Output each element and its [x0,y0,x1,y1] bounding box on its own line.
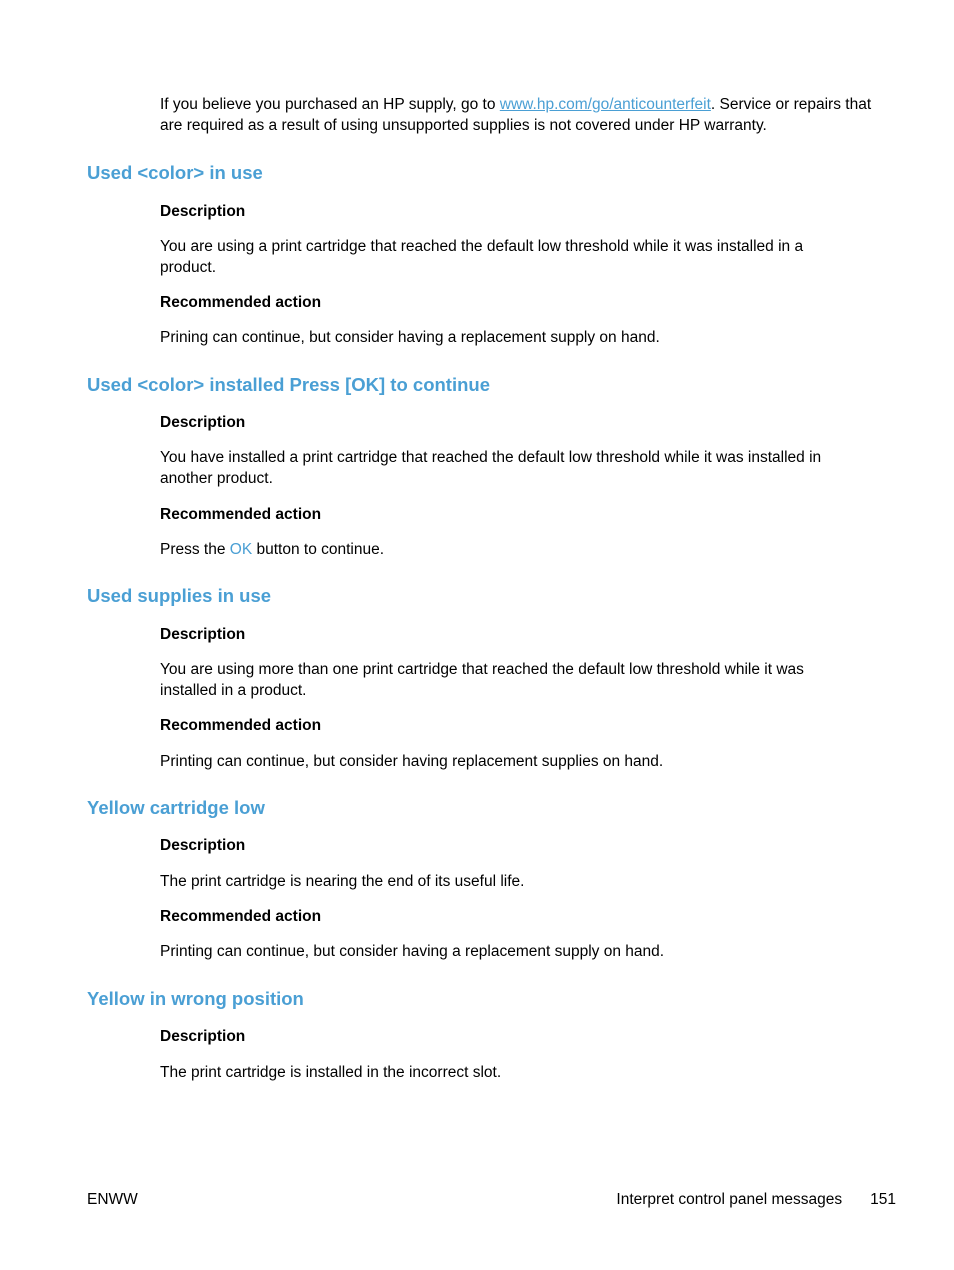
recommended-action-label: Recommended action [160,908,322,925]
footer-locale: ENWW [87,1191,138,1208]
section-title: Used <color> installed Press [OK] to continue [87,374,490,395]
footer-section-name: Interpret control panel messages [616,1191,843,1208]
anticounterfeit-link[interactable]: www.hp.com/go/anticounterfeit [499,96,711,113]
description-text: The print cartridge is nearing the end of its useful life. [160,873,525,890]
description-label: Description [160,414,246,431]
recommended-action-label: Recommended action [160,717,322,734]
description-label: Description [160,626,246,643]
ok-button-reference: OK [229,541,253,558]
recommended-action-text: Printing can continue, but consider having replacement supplies on hand. [160,753,664,770]
recommended-action-label: Recommended action [160,506,322,523]
intro-text-before: If you believe you purchased an HP supply, go to [160,96,500,113]
recommended-action-label: Recommended action [160,294,322,311]
footer-chapter [616,1190,896,1210]
description-text: You have installed a print cartridge that reached the default low threshold while it was installed in another product. [160,449,822,487]
section-title: Yellow in wrong position [87,988,304,1009]
recommended-action-text: Printing can continue, but consider having a replacement supply on hand. [160,943,665,960]
recommended-action-text [160,539,860,560]
description-text: You are using a print cartridge that reached the default low threshold while it was installed in a product. [160,238,804,276]
intro-text-after: . Service or repairs that are required as a result of using unsupported supplies is not covered under HP warranty. [160,96,872,134]
description-label: Description [160,203,246,220]
recommended-action-text: Prining can continue, but consider having a replacement supply on hand. [160,329,660,346]
section-title: Used supplies in use [87,585,272,606]
action-text-before: Press the [160,541,230,558]
intro-paragraph [160,94,880,136]
page-number: 151 [870,1191,896,1208]
section-title: Used <color> in use [87,162,263,183]
section-title: Yellow cartridge low [87,797,265,818]
description-label: Description [160,1028,246,1045]
description-label: Description [160,837,246,854]
description-text: The print cartridge is installed in the incorrect slot. [160,1064,502,1081]
action-text-after: button to continue. [252,541,385,558]
description-text: You are using more than one print cartridge that reached the default low threshold while it was installed in a product. [160,661,804,699]
